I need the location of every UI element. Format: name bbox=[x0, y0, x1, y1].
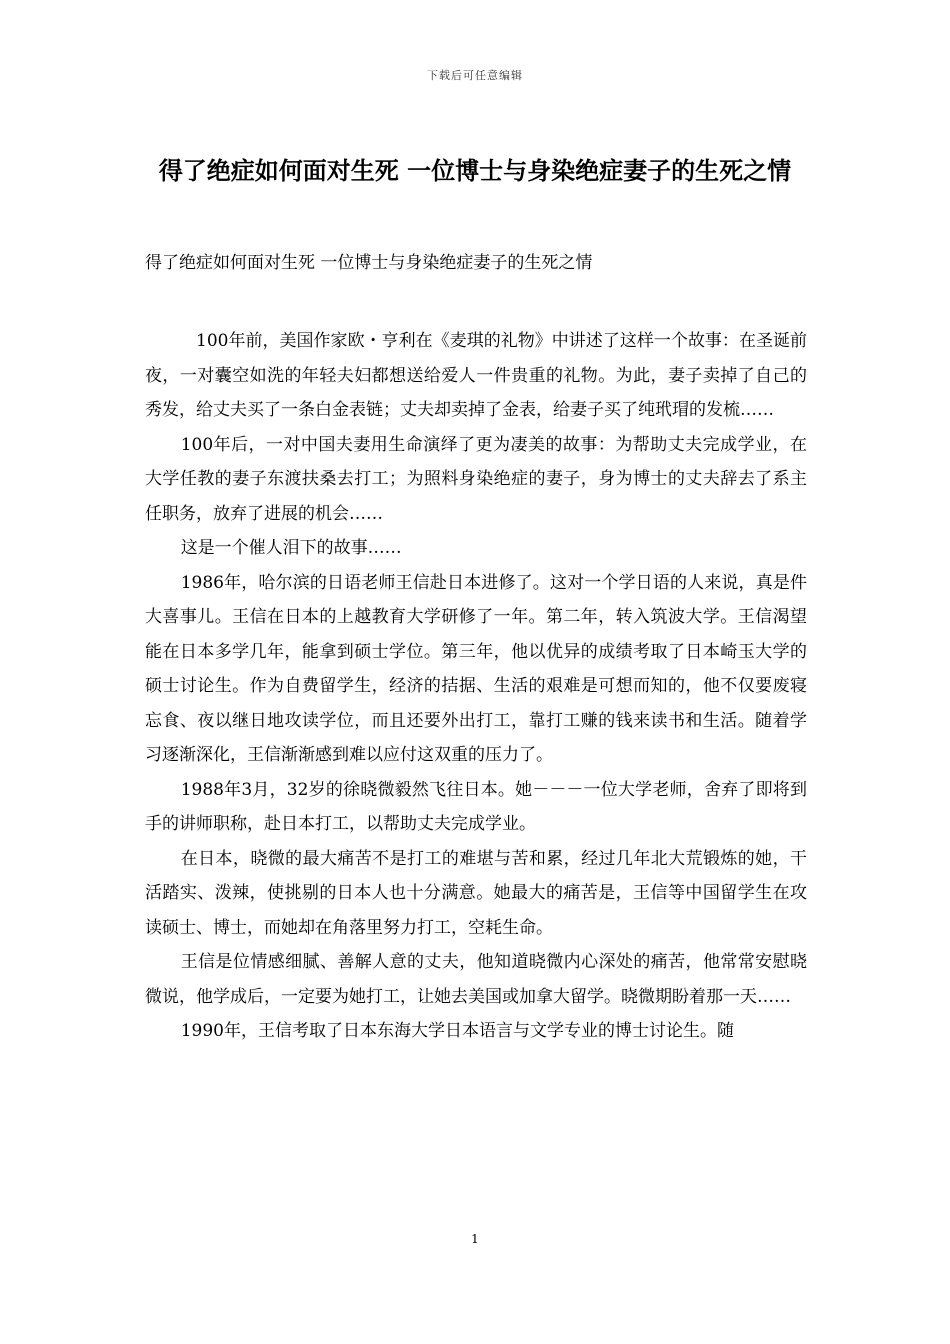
document-title: 得了绝症如何面对生死 一位博士与身染绝症妻子的生死之情 bbox=[158, 157, 792, 185]
paragraph: 1986年，哈尔滨的日语老师王信赴日本进修了。这对一个学日语的人来说，真是件大喜事儿。王信在日本的上越教育大学研修了一年。第二年，转入筑波大学。王信渴望能在日本多学几年，能拿到硕士学位。第三年，他以优异的成绩考取了日本崎玉大学的硕士讨论生。作为自费留学生，经济的拮据、生活的艰难是可想而知的，他不仅要废寝忘食、夜以继日地攻读学位，而且还要外出打工，靠打工赚的钱来读书和生活。随着学习逐渐深化，王信渐渐感到难以应付这双重的压力了。 bbox=[145, 572, 807, 765]
paragraph: 1988年3月，32岁的徐晓微毅然飞往日本。她－－－一位大学老师，舍弃了即将到手的讲师职称，赴日本打工，以帮助丈夫完成学业。 bbox=[145, 779, 807, 834]
paragraph: 王信是位情感细腻、善解人意的丈夫，他知道晓微内心深处的痛苦，他常常安慰晓微说，他学成后，一定要为她打工，让她去美国或加拿大留学。晓微期盼着那一天…… bbox=[145, 952, 807, 1007]
document-body bbox=[145, 324, 807, 1049]
paragraph: 100年前，美国作家欧・亨利在《麦琪的礼物》中讲述了这样一个故事：在圣诞前夜，一对囊空如洗的年轻夫妇都想送给爱人一件贵重的礼物。为此，妻子卖掉了自己的秀发，给丈夫买了一条白金表链；丈夫却卖掉了金表，给妻子买了纯玳瑁的发梳…… bbox=[145, 331, 807, 420]
page-header: 下载后可任意编辑 bbox=[427, 69, 523, 82]
paragraph: 在日本，晓微的最大痛苦不是打工的难堪与苦和累，经过几年北大荒锻炼的她，干活踏实、泼辣，使挑剔的日本人也十分满意。她最大的痛苦是，王信等中国留学生在攻读硕士、博士，而她却在角落里努力打工，空耗生命。 bbox=[145, 848, 807, 938]
page-number: 1 bbox=[471, 1232, 479, 1246]
paragraph: 这是一个催人泪下的故事…… bbox=[180, 538, 402, 558]
paragraph: 100年后，一对中国夫妻用生命演绎了更为凄美的故事：为帮助丈夫完成学业，在大学任教的妻子东渡扶桑去打工；为照料身染绝症的妻子，身为博士的丈夫辞去了系主任职务，放弃了进展的机会…… bbox=[145, 434, 807, 524]
paragraph: 1990年，王信考取了日本东海大学日本语言与文学专业的博士讨论生。随 bbox=[180, 1021, 734, 1041]
document-subtitle: 得了绝症如何面对生死 一位博士与身染绝症妻子的生死之情 bbox=[145, 253, 593, 273]
